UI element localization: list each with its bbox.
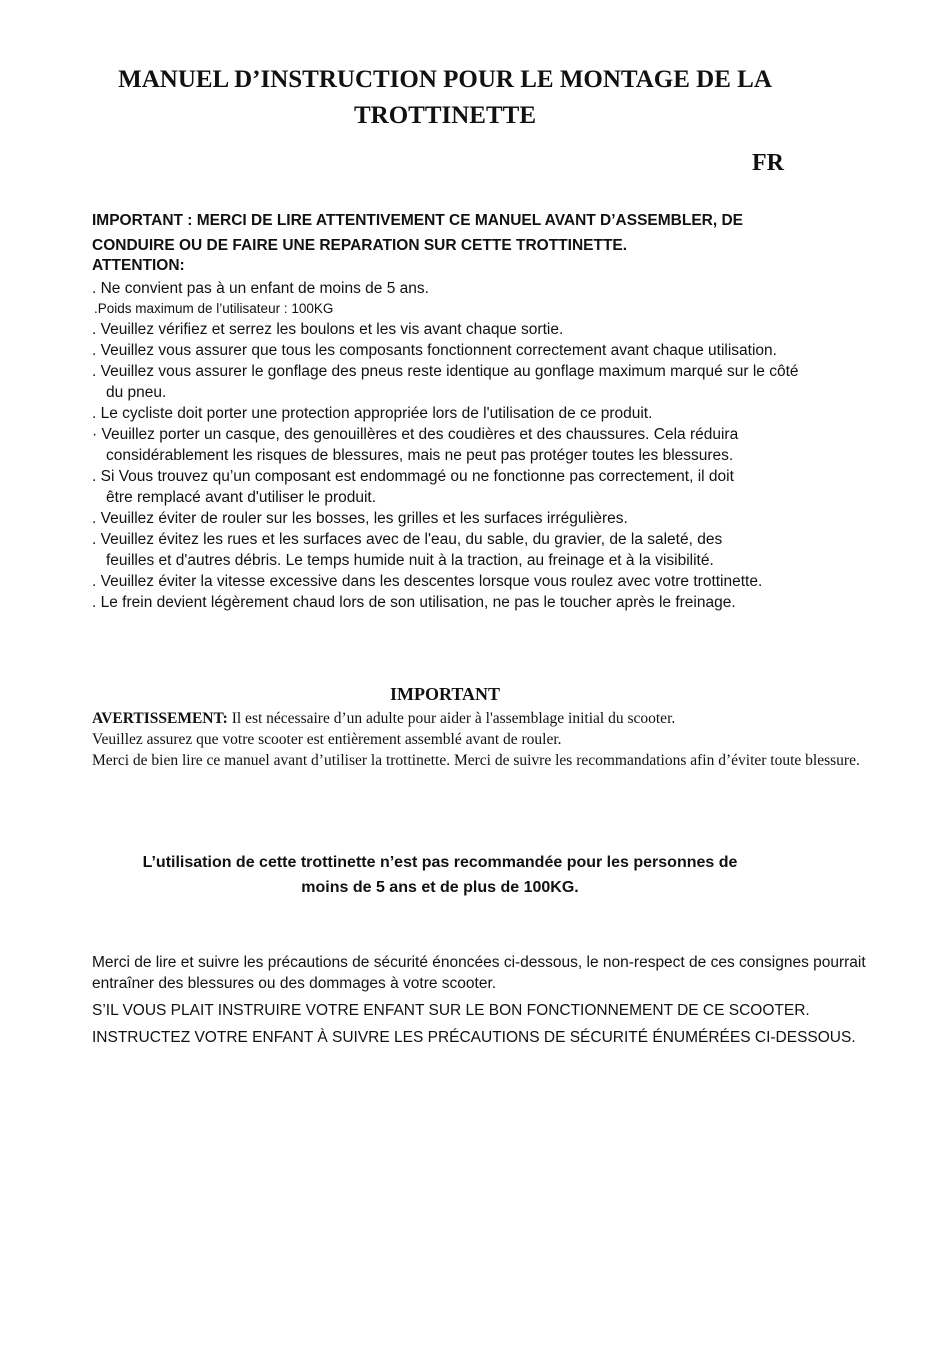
important-heading: IMPORTANT <box>389 684 501 704</box>
document-title-line-1: MANUEL D’INSTRUCTION POUR LE MONTAGE DE LA <box>118 66 772 93</box>
warning-section <box>92 708 882 771</box>
list-item: .Poids maximum de l’utilisateur : 100KG <box>94 301 334 316</box>
list-item: . Veuillez vérifiez et serrez les boulons et les vis avant chaque sortie. <box>92 321 564 338</box>
attention-heading: ATTENTION: <box>92 257 185 274</box>
list-item: . Si Vous trouvez qu’un composant est endommagé ou ne fonctionne pas correctement, il doit être remplacé avant d'utiliser le produit. <box>92 468 734 506</box>
warning-label: AVERTISSEMENT: <box>92 710 228 727</box>
language-label: FR <box>752 150 784 176</box>
warning-paragraph-2: Veuillez assurez que votre scooter est entièrement assemblé avant de rouler. <box>92 731 562 748</box>
list-item: . Le cycliste doit porter une protection appropriée lors de l'utilisation de ce produit. <box>92 405 653 422</box>
important-notice-line-2: CONDUIRE OU DE FAIRE UNE REPARATION SUR CETTE TROTTINETTE. <box>92 237 628 254</box>
important-notice-line-1: IMPORTANT : MERCI DE LIRE ATTENTIVEMENT CE MANUEL AVANT D’ASSEMBLER, DE <box>92 212 743 229</box>
follow-precautions-paragraph: INSTRUCTEZ VOTRE ENFANT À SUIVRE LES PRÉCAUTIONS DE SÉCURITÉ ÉNUMÉRÉES CI-DESSOUS. <box>92 1029 856 1046</box>
list-item: . Ne convient pas à un enfant de moins de 5 ans. <box>92 280 429 297</box>
list-item: . Veuillez vous assurer le gonflage des pneus reste identique au gonflage maximum marqué sur le côté du pneu. <box>92 363 799 401</box>
attention-list <box>92 278 882 613</box>
document-title-line-2: TROTTINETTE <box>353 102 536 129</box>
precautions-section <box>92 952 882 1054</box>
age-weight-notice: L’utilisation de cette trottinette n’est pas recommandée pour les personnes de moins de 5 ans et de plus de 100KG. <box>142 854 738 896</box>
warning-paragraph-3: Merci de bien lire ce manuel avant d’utiliser la trottinette. Merci de suivre les recommandations afin d’éviter toute blessure. <box>92 752 860 769</box>
list-item: . Veuillez vous assurer que tous les composants fonctionnent correctement avant chaque utilisation. <box>92 342 777 359</box>
list-item: . Veuillez éviter la vitesse excessive dans les descentes lorsque vous roulez avec votre trottinette. <box>92 573 763 590</box>
list-item: . Veuillez évitez les rues et les surfaces avec de l'eau, du sable, du gravier, de la saleté, des feuilles et d'autres débris. Le temps humide nuit à la traction, au freinage et à la visibilité. <box>92 531 723 569</box>
precautions-paragraph: Merci de lire et suivre les précautions de sécurité énoncées ci-dessous, le non-respect de ces consignes pourrait entraîner des blessures ou des dommages à votre scooter. <box>92 954 866 992</box>
important-notice <box>92 208 882 258</box>
list-item: . Veuillez éviter de rouler sur les bosses, les grilles et les surfaces irrégulières. <box>92 510 628 527</box>
warning-paragraph: AVERTISSEMENT: Il est nécessaire d’un adulte pour aider à l'assemblage initial du scooter. <box>92 710 676 727</box>
list-item: · Veuillez porter un casque, des genouillères et des coudières et des chaussures. Cela réduira considérablement les risques de blessures, mais ne peut pas protéger toutes les blessures. <box>92 426 739 464</box>
list-item: . Le frein devient légèrement chaud lors de son utilisation, ne pas le toucher après le freinage. <box>92 594 736 611</box>
instruct-child-paragraph: S’IL VOUS PLAIT INSTRUIRE VOTRE ENFANT SUR LE BON FONCTIONNEMENT DE CE SCOOTER. <box>92 1002 810 1019</box>
